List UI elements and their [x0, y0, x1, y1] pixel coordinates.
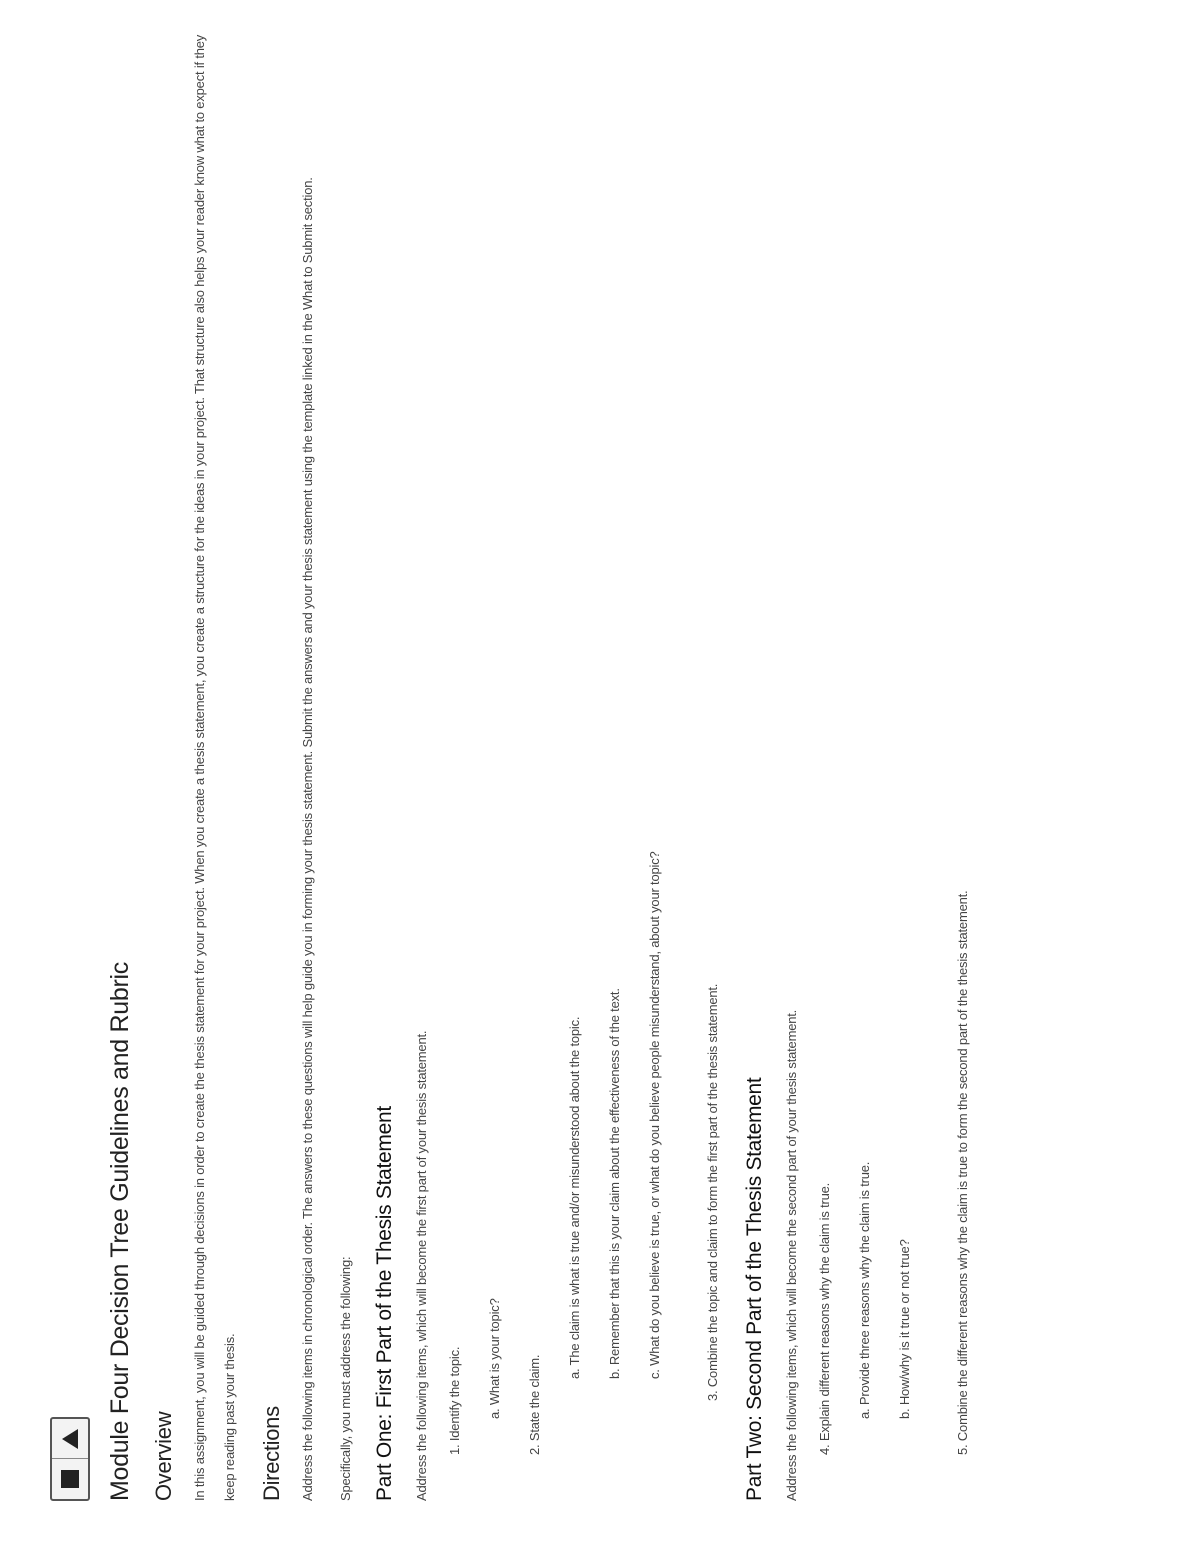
part-two-heading: Part Two: Second Part of the Thesis Statement	[743, 1077, 766, 1501]
part-one-intro: Address the following items, which will become the first part of your thesis statement.	[414, 1030, 429, 1501]
list-item: a. The claim is what is true and/or misunderstood about the topic.	[567, 1016, 582, 1379]
play-button[interactable]	[52, 1419, 88, 1459]
list-item: 2. State the claim.	[527, 1354, 542, 1455]
play-triangle-icon	[62, 1429, 78, 1449]
list-item: c. What do you believe is true, or what do you believe people misunderstand, about your topic?	[647, 851, 662, 1379]
list-item: 3. Combine the topic and claim to form the first part of the thesis statement.	[705, 983, 720, 1401]
directions-heading: Directions	[259, 1406, 284, 1501]
list-item: a. Provide three reasons why the claim is true.	[857, 1161, 872, 1419]
media-controls	[50, 1417, 90, 1501]
list-item: b. Remember that this is your claim about the effectiveness of the text.	[607, 988, 622, 1379]
list-item: 1. Identify the topic.	[447, 1346, 462, 1455]
list-item: 4. Explain different reasons why the claim is true.	[817, 1182, 832, 1455]
list-item: b. How/why is it true or not true?	[897, 1239, 912, 1419]
directions-paragraph: Address the following items in chronological order. The answers to these questions will help guide you in forming your thesis statement. Submit the answers and your thesis statement using the template linked in the What to Submit section.	[300, 177, 315, 1501]
overview-heading: Overview	[151, 1411, 176, 1501]
overview-paragraph: In this assignment, you will be guided through decisions in order to create the thesis statement for your project. When you create a thesis statement, you create a structure for the ideas in your project. That structure also helps your reader know what to expect if they keep reading past your thesis.	[192, 34, 237, 1501]
list-item: 5. Combine the different reasons why the claim is true to form the second part of the thesis statement.	[955, 890, 970, 1455]
part-two-intro: Address the following items, which will become the second part of your thesis statement.	[784, 1009, 799, 1501]
spacer	[935, 31, 953, 1501]
document-body	[50, 31, 993, 1501]
stop-square-icon	[61, 1470, 79, 1488]
page-title: Module Four Decision Tree Guidelines and Rubric	[106, 962, 134, 1501]
part-one-heading: Part One: First Part of the Thesis Statement	[373, 1106, 396, 1501]
directions-specifically: Specifically, you must address the following:	[338, 1256, 353, 1501]
list-item: a. What is your topic?	[487, 1298, 502, 1419]
stop-button[interactable]	[52, 1459, 88, 1500]
spacer	[685, 31, 703, 1501]
